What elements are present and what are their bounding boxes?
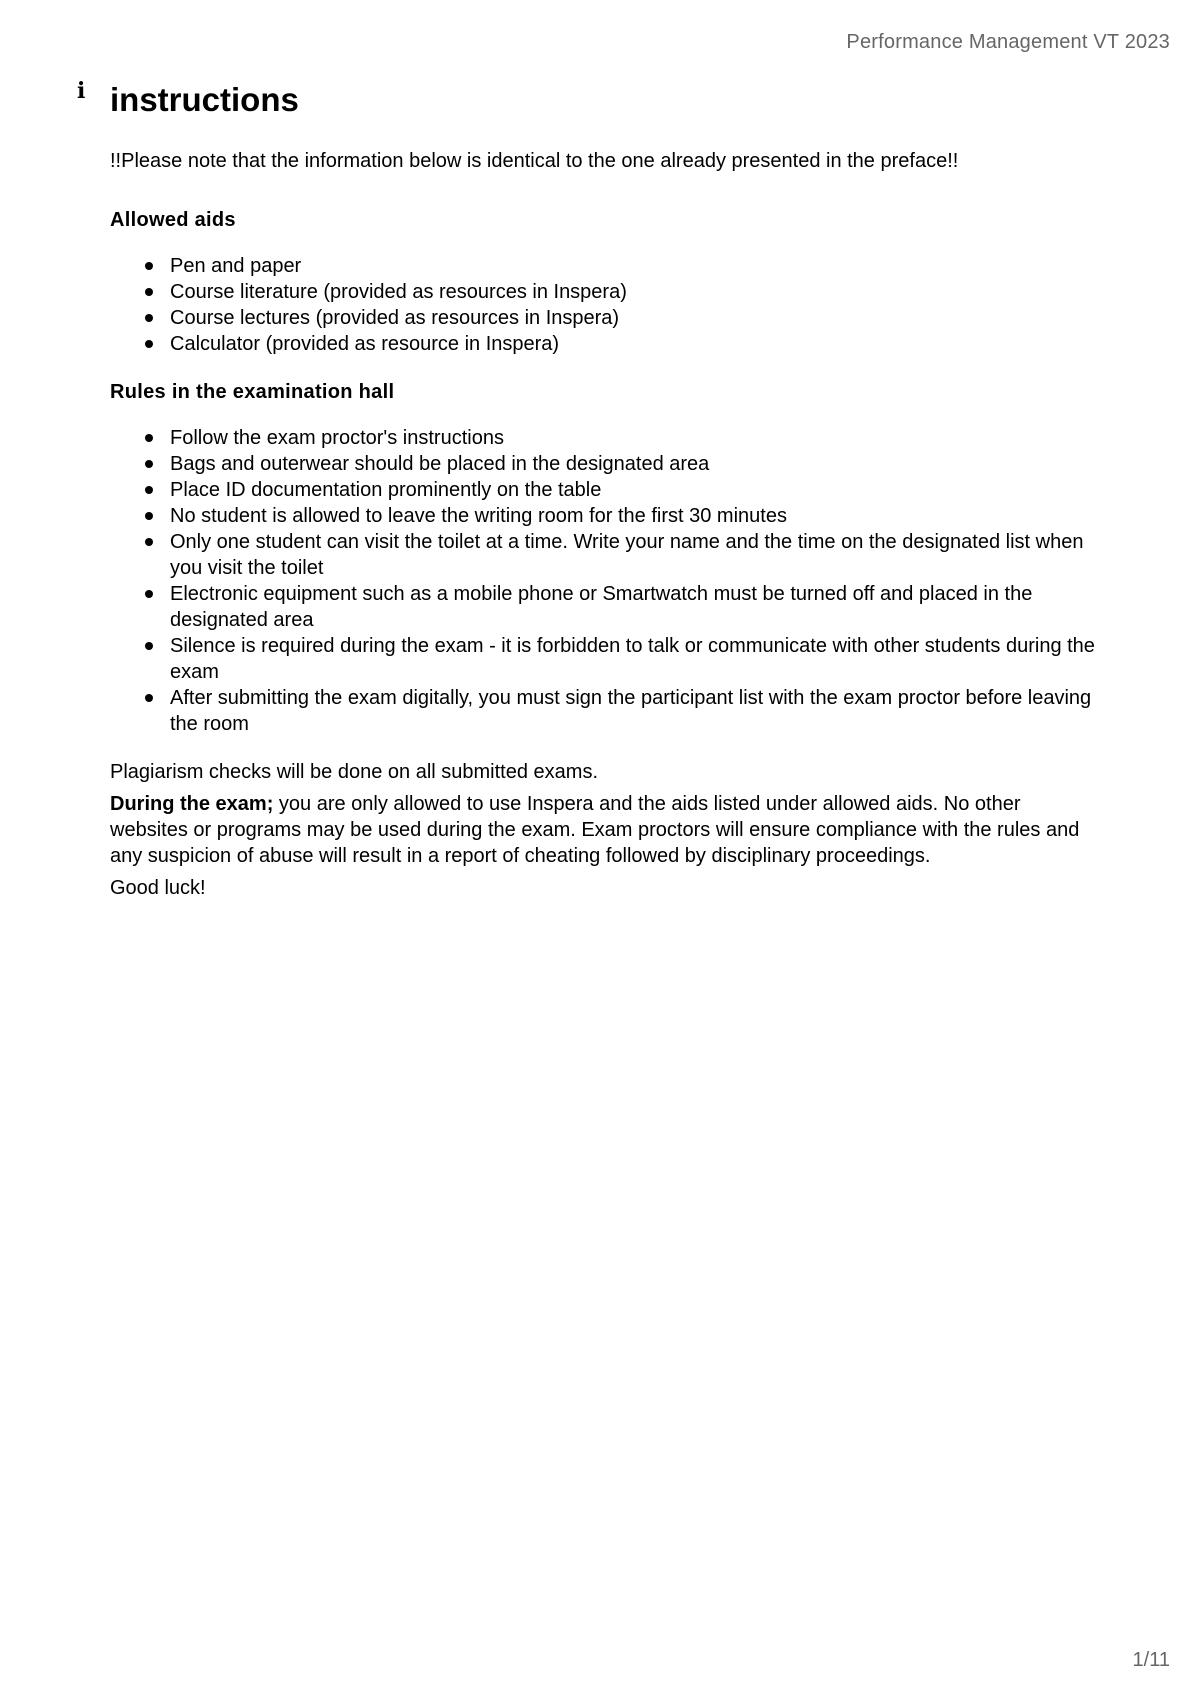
closing-text: Good luck! <box>110 877 206 899</box>
rules-list <box>110 425 1095 737</box>
list-item: Follow the exam proctor's instructions <box>170 425 1095 451</box>
page-title: instructions <box>110 81 299 118</box>
during-exam-label: During the exam; <box>110 793 274 815</box>
list-item: Course lectures (provided as resources in Inspera) <box>170 305 1095 331</box>
during-exam-paragraph <box>110 791 1095 869</box>
list-item: Course literature (provided as resources in Inspera) <box>170 279 1095 305</box>
list-item: No student is allowed to leave the writing room for the first 30 minutes <box>170 503 1095 529</box>
list-item: Only one student can visit the toilet at a time. Write your name and the time on the designated list when you visit the toilet <box>170 529 1095 581</box>
allowed-aids-list <box>110 253 1095 357</box>
list-item: Electronic equipment such as a mobile phone or Smartwatch must be turned off and placed in the designated area <box>170 581 1095 633</box>
allowed-aids-heading: Allowed aids <box>110 209 236 231</box>
list-item: Place ID documentation prominently on the table <box>170 477 1095 503</box>
list-item: Pen and paper <box>170 253 1095 279</box>
info-icon: i <box>77 78 86 104</box>
course-header: Performance Management VT 2023 <box>846 31 1170 53</box>
page-number: 1/11 <box>1132 1649 1170 1671</box>
list-item: Calculator (provided as resource in Inspera) <box>170 331 1095 357</box>
during-exam-text: you are only allowed to use Inspera and the aids listed under allowed aids. No other websites or programs may be used during the exam. Exam proctors will ensure compliance with the rules and any suspicion of abuse will result in a report of cheating followed by disciplinary proceedings. <box>110 793 1080 867</box>
list-item: Silence is required during the exam - it is forbidden to talk or communicate with other students during the exam <box>170 635 1095 683</box>
preface-note: !!Please note that the information below is identical to the one already presented in the preface!! <box>110 150 959 172</box>
list-item: Bags and outerwear should be placed in the designated area <box>170 451 1095 477</box>
rules-heading: Rules in the examination hall <box>110 381 395 403</box>
instructions-content <box>110 148 1095 907</box>
plagiarism-note: Plagiarism checks will be done on all submitted exams. <box>110 761 598 783</box>
list-item: After submitting the exam digitally, you must sign the participant list with the exam proctor before leaving the room <box>170 685 1095 737</box>
